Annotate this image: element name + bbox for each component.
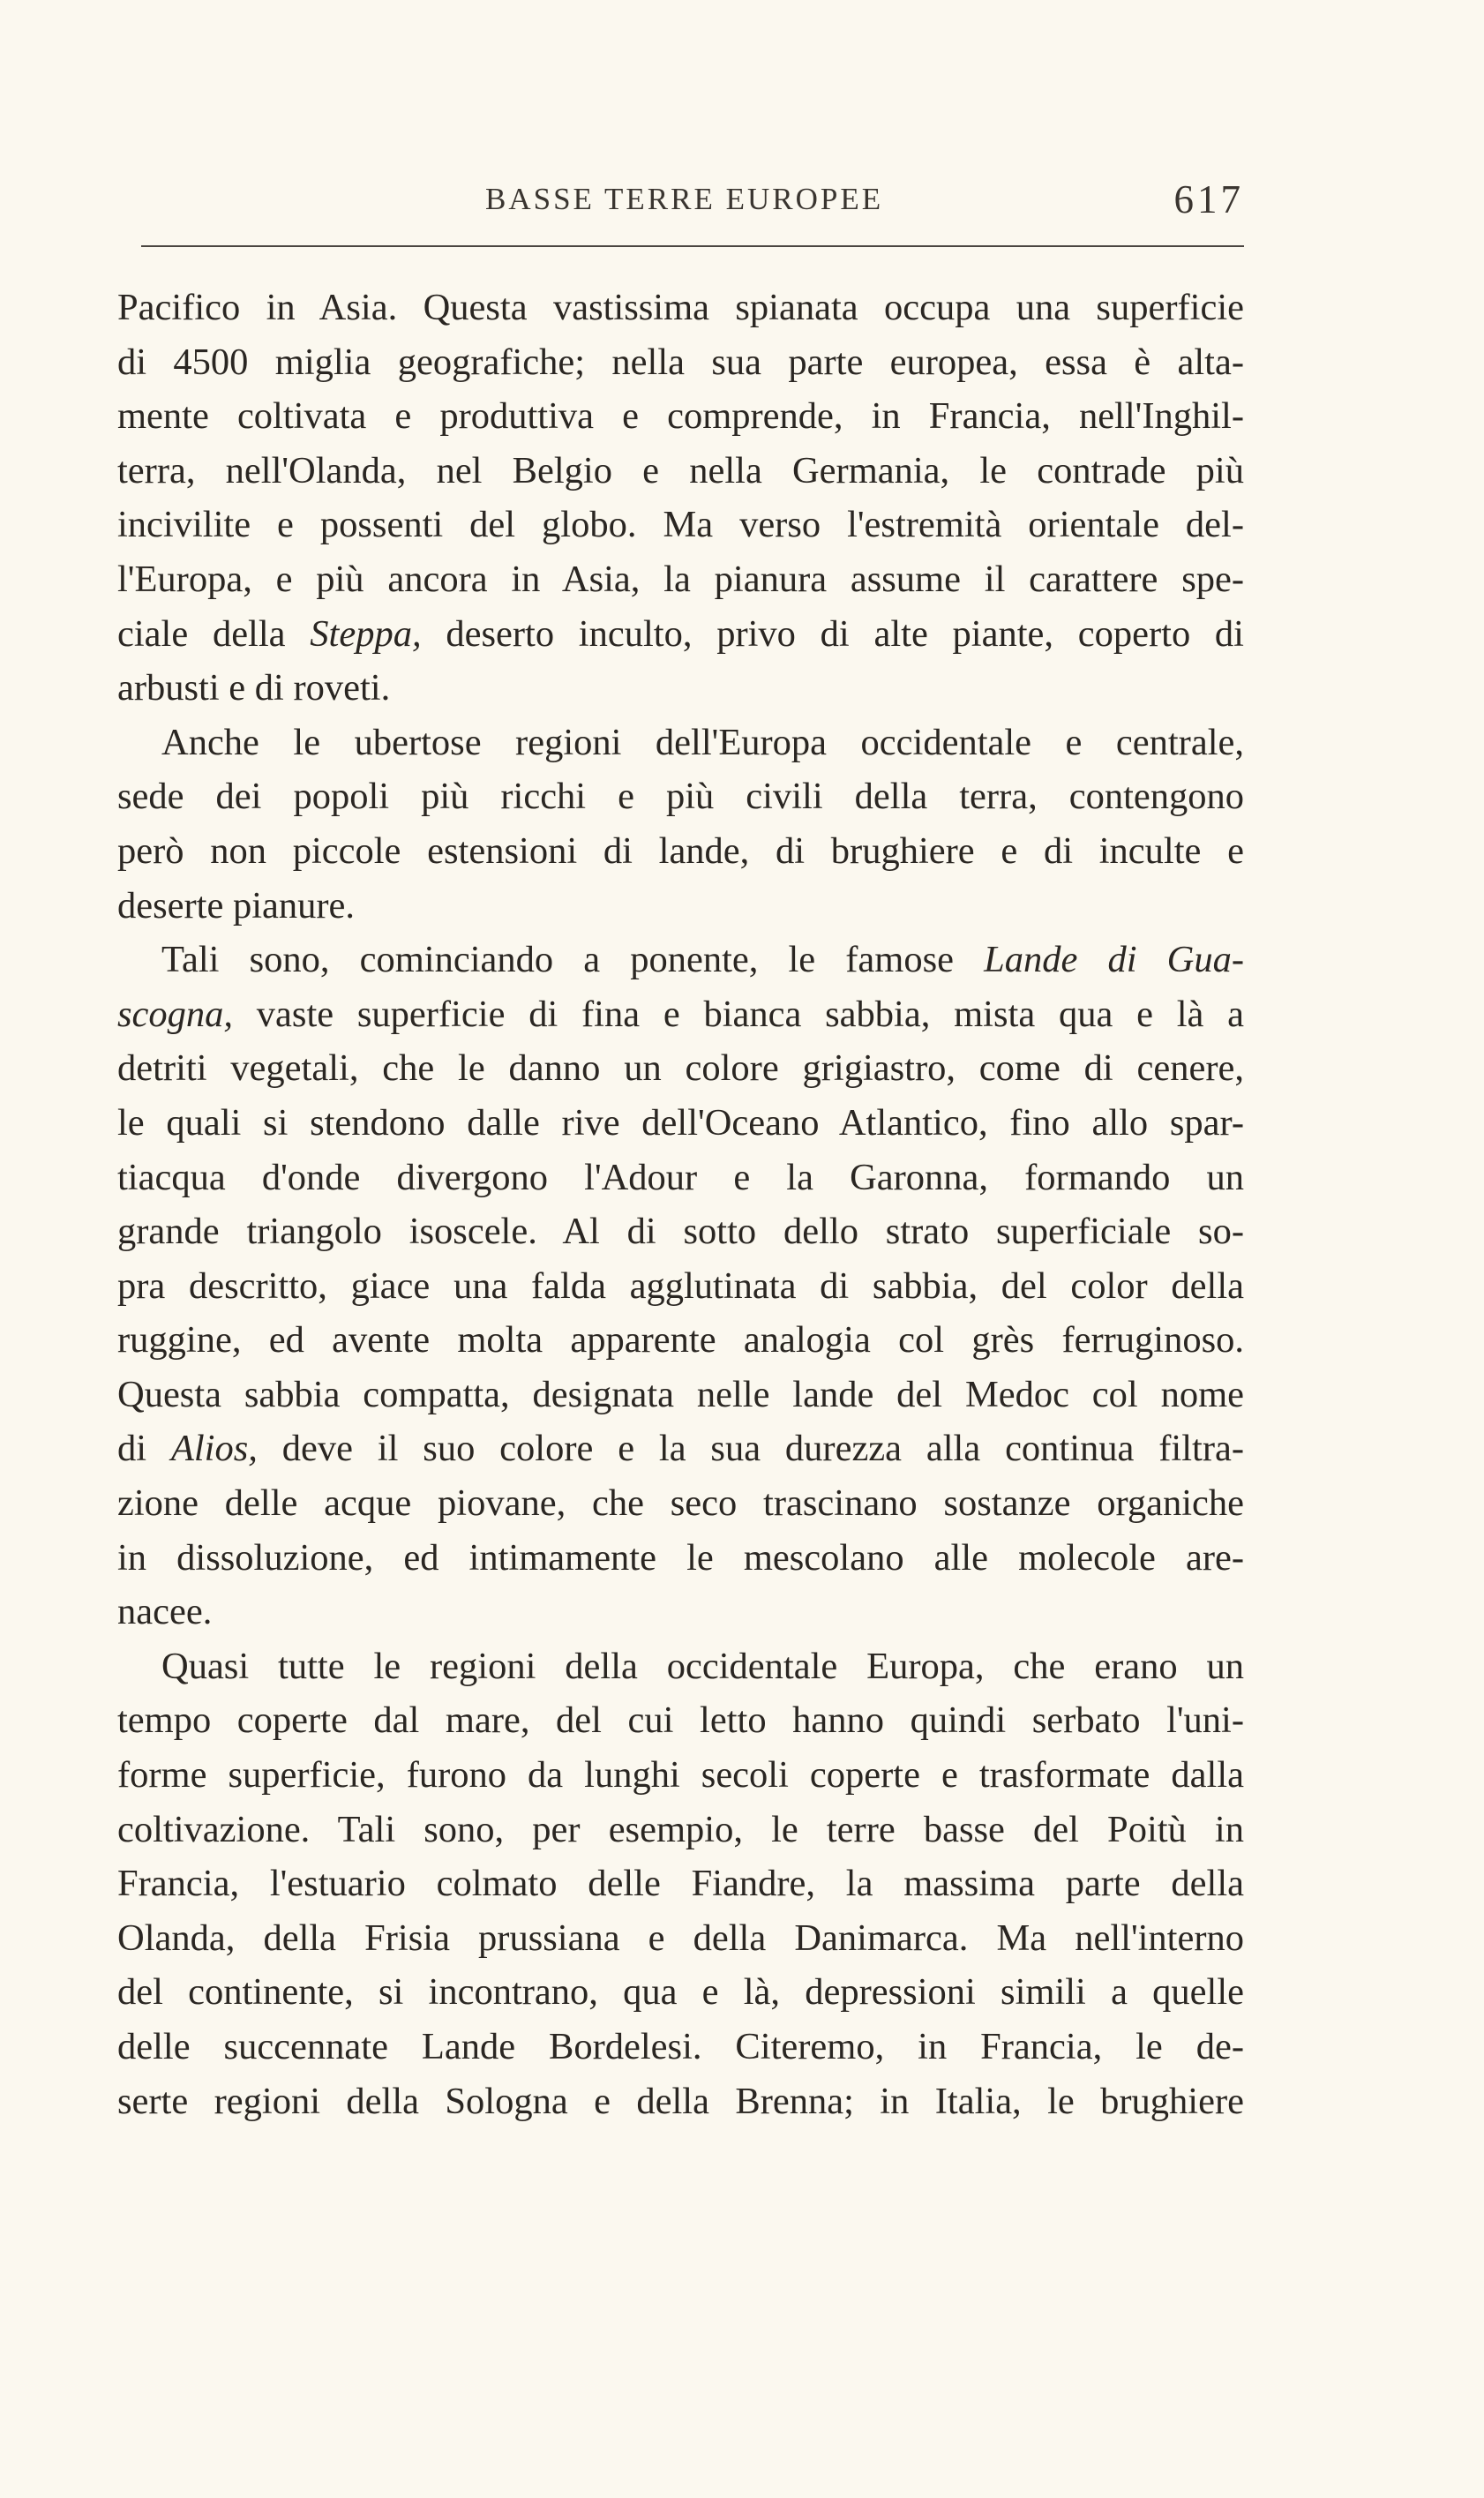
text-line: Questa sabbia compatta, designata nelle lande del Medoc col nome [117,1373,1244,1415]
italic-term: Lande di Gua- [984,939,1245,981]
text-line: arbusti e di roveti. [117,667,391,709]
text-line: incivilite e possenti del globo. Ma verso l'estremità orientale del- [117,504,1244,546]
text-line: terra, nell'Olanda, nel Belgio e nella Germania, le contrade più [117,449,1244,491]
italic-term: scogna, [117,993,234,1035]
text-line: del continente, si incontrano, qua e là, depressioni simili a quelle [117,1971,1244,2014]
text-line: ciale della Steppa, deserto inculto, privo di alte piante, coperto di [117,612,1244,655]
text-line: serte regioni della Sologna e della Brenna; in Italia, le brughiere [117,2080,1244,2122]
page-header [141,176,1244,229]
text-line: grande triangolo isoscele. Al di sotto dello strato superficiale so- [117,1211,1244,1253]
text-line: mente coltivata e produttiva e comprende, in Francia, nell'Inghil- [117,395,1244,438]
text-line: in dissoluzione, ed intimamente le mescolano alle molecole are- [117,1536,1244,1579]
text-line: Francia, l'estuario colmato delle Fiandre, la massima parte della [117,1863,1244,1905]
text-line: deserte pianure. [117,884,356,926]
text-line: ruggine, ed avente molta apparente analogia col grès ferruginoso. [117,1319,1244,1362]
text-line: però non piccole estensioni di lande, di brughiere e di inculte e [117,829,1244,872]
text-line: Quasi tutte le regioni della occidentale Europa, che erano un [161,1645,1244,1687]
body-text [117,281,1244,2128]
text-line: pra descritto, giace una falda agglutinata di sabbia, del color della [117,1264,1244,1307]
italic-term: Alios, [170,1428,258,1470]
text-line: nacee. [117,1591,213,1633]
text-line: Tali sono, cominciando a ponente, le famose Lande di Gua- [161,939,1245,981]
text-line: Olanda, della Frisia prussiana e della Danimarca. Ma nell'interno [117,1917,1244,1959]
text-line: di 4500 miglia geografiche; nella sua parte europea, essa è alta- [117,341,1244,383]
text-line: forme superficie, furono da lunghi secoli coperte e trasformate dalla [117,1754,1244,1797]
header-rule [141,245,1244,247]
text-line: scogna, vaste superficie di fina e bianca sabbia, mista qua e là a [117,993,1244,1035]
text-line: l'Europa, e più ancora in Asia, la pianura assume il carattere spe- [117,558,1244,600]
text-line: Pacifico in Asia. Questa vastissima spianata occupa una superficie [117,287,1244,328]
text-line: tempo coperte dal mare, del cui letto hanno quindi serbato l'uni- [117,1699,1244,1742]
text-line: tiacqua d'onde divergono l'Adour e la Garonna, formando un [117,1156,1244,1198]
text-line: sede dei popoli più ricchi e più civili della terra, contengono [117,776,1244,818]
text-line: detriti vegetali, che le danno un colore grigiastro, come di cenere, [117,1047,1244,1090]
text-line: delle succennate Lande Bordelesi. Citeremo, in Francia, le de- [117,2026,1244,2067]
text-line: di Alios, deve il suo colore e la sua durezza alla continua filtra- [117,1428,1244,1470]
text-line: Anche le ubertose regioni dell'Europa occidentale e centrale, [161,721,1244,763]
running-head: BASSE TERRE EUROPEE [485,182,884,216]
text-line: le quali si stendono dalle rive dell'Oceano Atlantico, fino allo spar- [117,1101,1244,1144]
text-line: coltivazione. Tali sono, per esempio, le terre basse del Poitù in [117,1808,1244,1850]
page-number: 617 [1173,177,1244,221]
italic-term: Steppa, [310,612,422,655]
text-line: zione delle acque piovane, che seco trascinano sostanze organiche [117,1482,1244,1525]
